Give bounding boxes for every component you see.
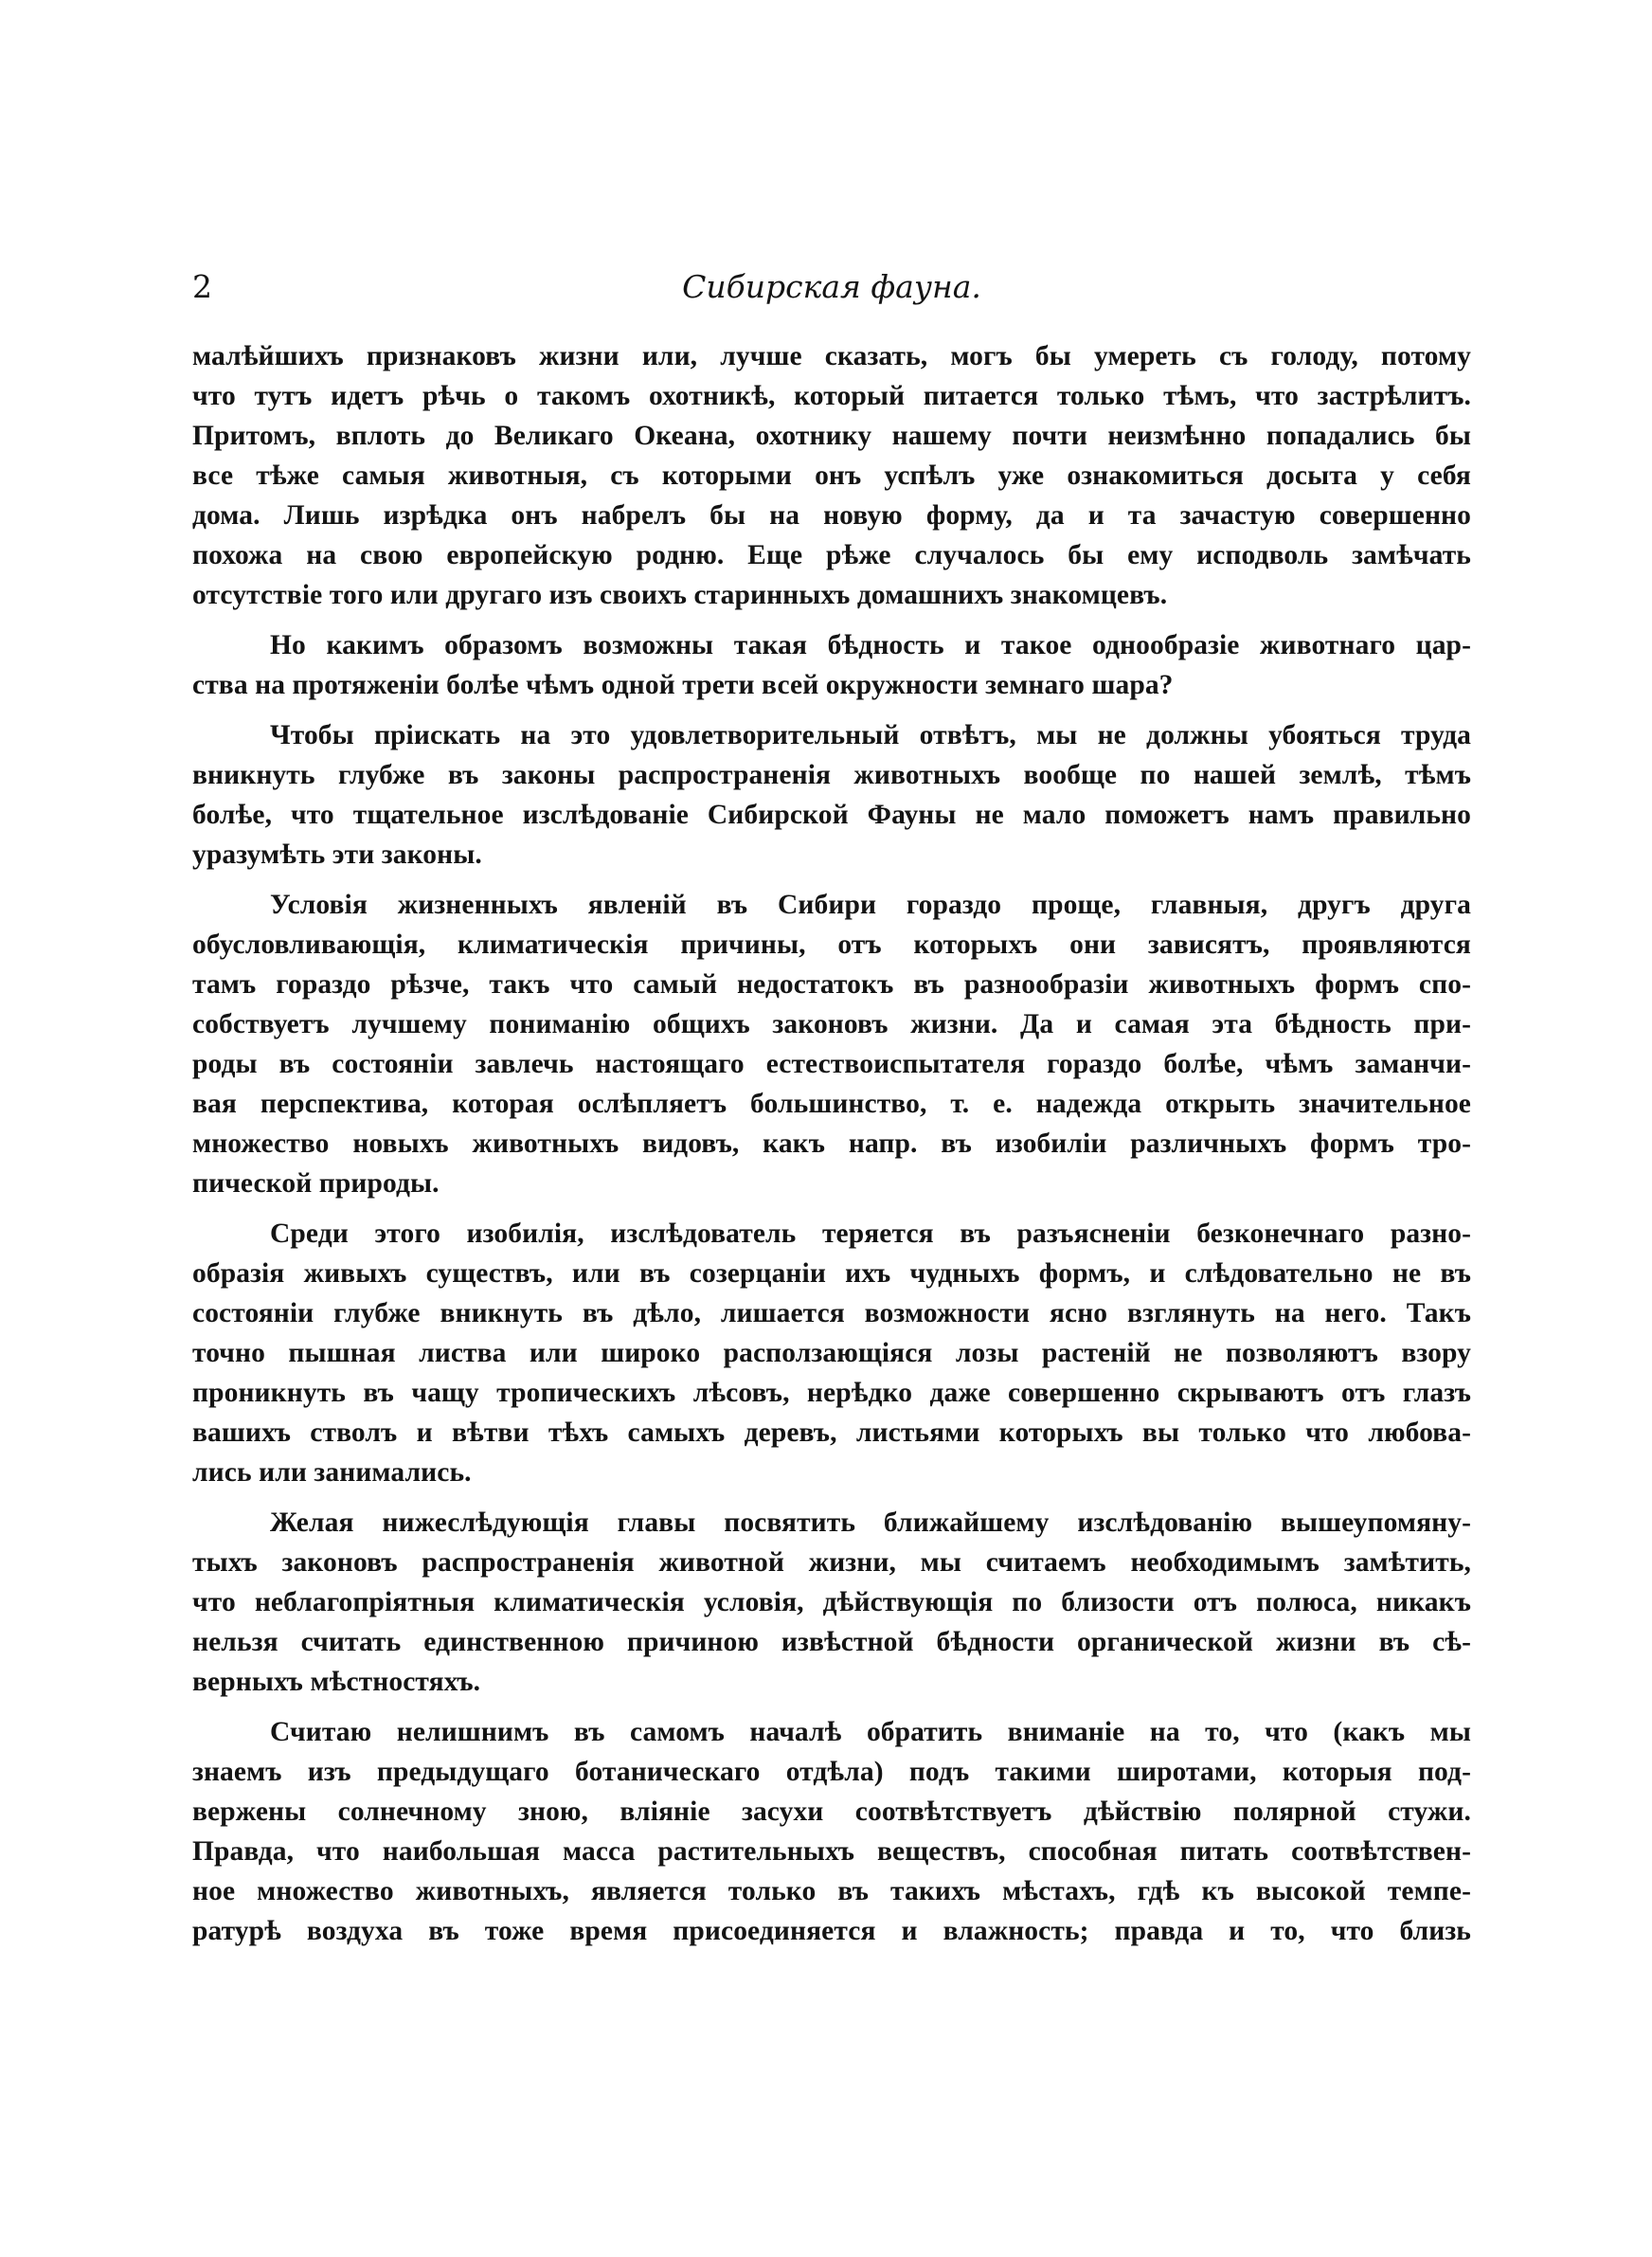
text-line: дома. Лишь изрѣдка онъ набрелъ бы на новую форму, да и та зачастую совершенно <box>192 500 1471 531</box>
text-line: проникнуть въ чащу тропическихъ лѣсовъ, нерѣдко даже совершенно скрываютъ отъ глазъ <box>192 1378 1471 1408</box>
text-line: похожа на свою европейскую родню. Еще рѣже случалось бы ему исподволь замѣчать <box>192 540 1471 570</box>
text-line: Считаю нелишнимъ въ самомъ началѣ обратить вниманіе на то, что (какъ мы <box>270 1717 1471 1747</box>
text-line: Желая нижеслѣдующія главы посвятить ближайшему изслѣдованію вышеупомяну- <box>270 1508 1471 1538</box>
text-line: Но какимъ образомъ возможны такая бѣдность и такое однообразіе животнаго цар- <box>270 630 1471 660</box>
paragraph-7 <box>192 1712 1471 1951</box>
text-line: ратурѣ воздуха въ тоже время присоединяется и влажность; правда и то, что близь <box>192 1916 1471 1946</box>
text-line: малѣйшихъ признаковъ жизни или, лучше сказать, могъ бы умереть съ голоду, потому <box>192 341 1471 371</box>
text-line: Чтобы пріискать на это удовлетворительный отвѣтъ, мы не должны убояться труда <box>270 720 1471 750</box>
text-line: вашихъ стволъ и вѣтви тѣхъ самыхъ деревъ, листьями которыхъ вы только что любова- <box>192 1417 1471 1448</box>
paragraph-6 <box>192 1503 1471 1702</box>
text-line: образія живыхъ существъ, или въ созерцаніи ихъ чудныхъ формъ, и слѣдовательно не въ <box>192 1258 1471 1289</box>
text-line: Условія жизненныхъ явленій въ Сибири гораздо проще, главныя, другъ друга <box>270 890 1471 920</box>
text-line: обусловливающія, климатическія причины, отъ которыхъ они зависятъ, проявляются <box>192 930 1471 960</box>
text-line: лись или занимались. <box>192 1457 472 1488</box>
text-line: что тутъ идетъ рѣчь о такомъ охотникѣ, который питается только тѣмъ, что застрѣлитъ. <box>192 381 1471 411</box>
text-line: Притомъ, вплоть до Великаго Океана, охотнику нашему почти неизмѣнно попадались бы <box>192 421 1471 451</box>
text-line: пической природы. <box>192 1168 440 1199</box>
page-header <box>192 263 1471 311</box>
paragraph-1 <box>192 336 1471 615</box>
text-line: болѣе, что тщательное изслѣдованіе Сибирской Фауны не мало поможетъ намъ правильно <box>192 800 1471 830</box>
text-line: роды въ состояніи завлечь настоящаго естествоиспытателя гораздо болѣе, чѣмъ заманчи- <box>192 1049 1471 1079</box>
text-line: что неблагопріятныя климатическія условія, дѣйствующія по близости отъ полюса, никакъ <box>192 1587 1471 1617</box>
text-line: множество новыхъ животныхъ видовъ, какъ напр. въ изобиліи различныхъ формъ тро- <box>192 1128 1471 1159</box>
paragraph-5 <box>192 1214 1471 1492</box>
paragraph-3 <box>192 715 1471 875</box>
text-line: точно пышная листва или широко расползающіяся лозы растеній не позволяютъ взору <box>192 1338 1471 1368</box>
text-line: отсутствіе того или другаго изъ своихъ старинныхъ домашнихъ знакомцевъ. <box>192 580 1168 610</box>
text-line: вникнуть глубже въ законы распространенія животныхъ вообще по нашей землѣ, тѣмъ <box>192 760 1471 790</box>
paragraph-4 <box>192 885 1471 1203</box>
text-line: Правда, что наибольшая масса растительныхъ веществъ, способная питать соотвѣтствен- <box>192 1836 1471 1867</box>
text-line: вая перспектива, которая ослѣпляетъ большинство, т. е. надежда открыть значительное <box>192 1089 1471 1119</box>
text-line: тамъ гораздо рѣзче, такъ что самый недостатокъ въ разнообразіи животныхъ формъ спо- <box>192 969 1471 1000</box>
text-line: Среди этого изобилія, изслѣдователь теряется въ разъясненіи безконечнаго разно- <box>270 1219 1471 1249</box>
text-line: тыхъ законовъ распространенія животной жизни, мы считаемъ необходимымъ замѣтить, <box>192 1547 1471 1578</box>
text-line: состояніи глубже вникнуть въ дѣло, лишается возможности ясно взглянуть на него. Такъ <box>192 1298 1471 1328</box>
text-line: ства на протяженіи болѣе чѣмъ одной трети всей окружности земнаго шара? <box>192 670 1174 700</box>
page-number: 2 <box>192 268 212 305</box>
text-line: собствуетъ лучшему пониманію общихъ законовъ жизни. Да и самая эта бѣдность при- <box>192 1009 1471 1039</box>
running-title: Сибирская фауна. <box>682 268 981 305</box>
text-line: вержены солнечному зною, вліяніе засухи соотвѣтствуетъ дѣйствію полярной стужи. <box>192 1797 1471 1827</box>
paragraph-2 <box>192 625 1471 705</box>
text-line: ное множество животныхъ, является только въ такихъ мѣстахъ, гдѣ къ высокой темпе- <box>192 1876 1471 1906</box>
body-text <box>192 336 1471 1961</box>
text-line: знаемъ изъ предыдущаго ботаническаго отдѣла) подъ такими широтами, которыя под- <box>192 1757 1471 1787</box>
text-line: нельзя считать единственною причиною извѣстной бѣдности органической жизни въ сѣ- <box>192 1627 1471 1657</box>
text-line: верныхъ мѣстностяхъ. <box>192 1667 481 1697</box>
text-line: уразумѣть эти законы. <box>192 840 482 870</box>
text-line: все тѣже самыя животныя, съ которыми онъ успѣлъ уже ознакомиться досыта у себя <box>192 460 1471 491</box>
